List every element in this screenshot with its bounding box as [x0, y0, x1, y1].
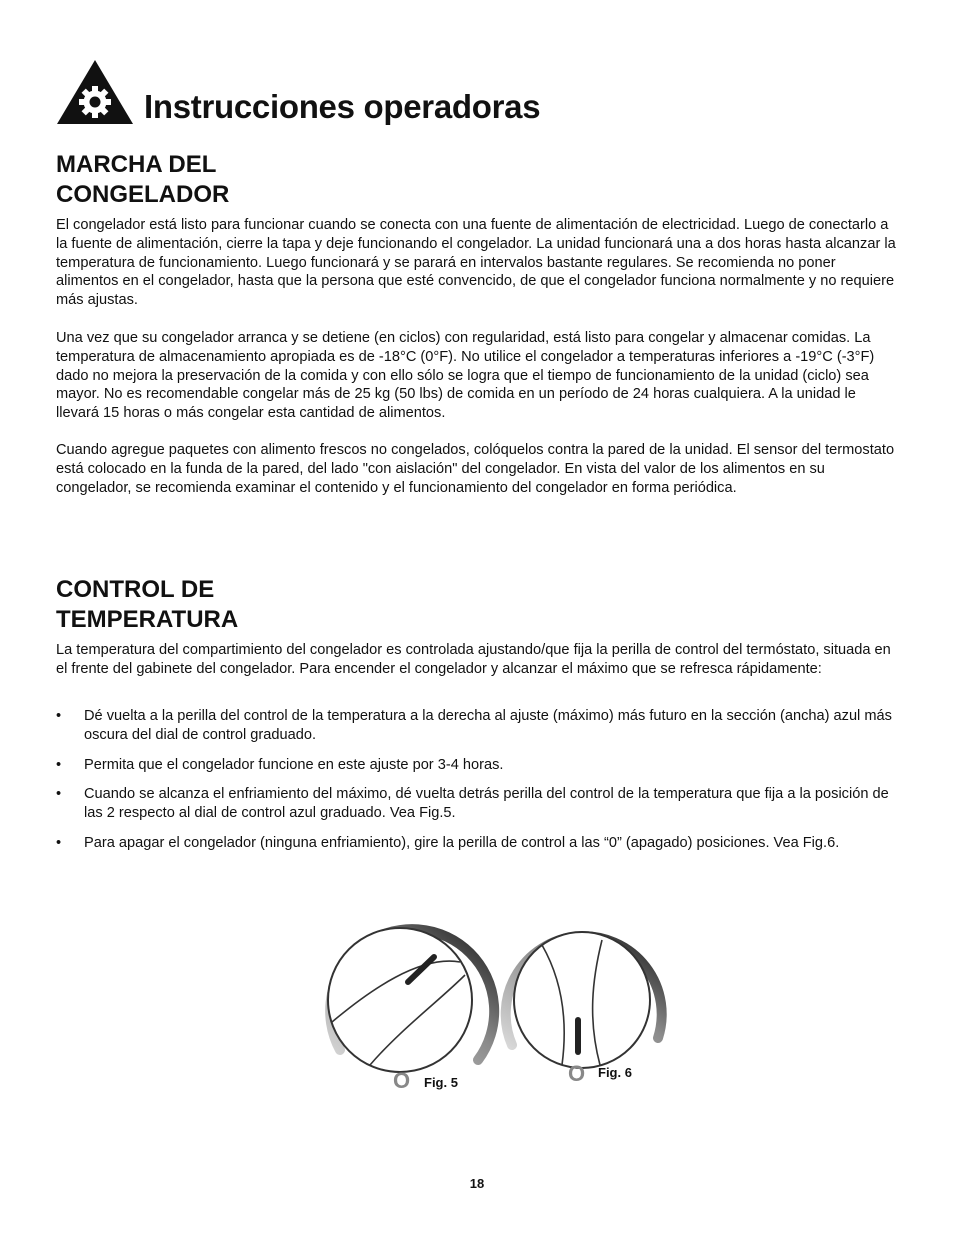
- figure-caption-fig6: Fig. 6: [598, 1065, 632, 1080]
- instruction-list: [56, 707, 901, 864]
- section-heading-marcha: [56, 150, 229, 210]
- dial-figures: [300, 900, 680, 1100]
- heading-line: TEMPERATURA: [56, 606, 239, 633]
- dial-fig5: [328, 928, 494, 1093]
- list-item: [56, 834, 901, 853]
- list-item-text: Para apagar el congelador (ninguna enfriamiento), gire la perilla de control a las “0” (apagado) posiciones. Vea Fig.6.: [84, 834, 840, 851]
- page-title: Instrucciones operadoras: [144, 88, 541, 125]
- bullet-marker: •: [56, 786, 62, 803]
- heading-line: CONGELADOR: [56, 181, 230, 208]
- heading-line: CONTROL DE: [56, 576, 215, 603]
- page-number: 18: [469, 1176, 485, 1191]
- list-item-text: Cuando se alcanza el enfriamiento del máximo, dé vuelta detrás perilla del control de la temperatura que fija a la posición de las 2 respecto al dial de control azul graduado. Vea Fig.5.: [84, 786, 889, 821]
- dial-zero-mark: O: [568, 1061, 586, 1086]
- heading-line: MARCHA DEL: [56, 151, 217, 178]
- bullet-marker: •: [56, 834, 62, 851]
- list-item-text: Dé vuelta a la perilla del control de la temperatura a la derecha al ajuste (máximo) más futuro en la sección (ancha) azul más oscura del dial de control graduado.: [84, 708, 892, 743]
- bullet-marker: •: [56, 756, 62, 773]
- list-item: [56, 707, 901, 745]
- paragraph-marcha-2: Una vez que su congelador arranca y se detiene (en ciclos) con regularidad, está listo para congelar y almacenar comidas. La temperatura de almacenamiento apropiada es de -18°C (0°F). No utilice el congelador a temperaturas inferiores a -19°C (-3°F) dado no mejora la preservación de la comida y con ello sólo se logra que el tiempo de funcionamiento de la unidad (ciclo) sea mayor. No es recomendable congelar más de 25 kg (50 lbs) de comida en un período de 24 horas cualquiera. A la unidad le llevará 15 horas o más congelar esta cantidad de alimentos.: [56, 330, 875, 421]
- warning-gear-icon: [56, 58, 134, 126]
- paragraph-marcha-1: El congelador está listo para funcionar cuando se conecta con una fuente de alimentación de electricidad. Luego de conectarlo a la fuente de alimentación, cierre la tapa y deje funcionando el congelador. La unidad funcionará una a dos horas hasta alcanzar la temperatura de funcionamiento. Luego funcionará y se parará en intervalos bastante regulares. Se recomienda no poner alimentos en el congelador, hasta que la persona que esté convencido, de que el congelador funciona normalmente y no requiere más ajustas.: [56, 217, 896, 308]
- paragraph-marcha-3: Cuando agregue paquetes con alimento frescos no congelados, colóquelos contra la pared de la unidad. El sensor del termostato está colocado en la funda de la pared, del lado "con aislación" del congelador. En vista del valor de los alimentos en su congelador, se recomienda examinar el contenido y el funcionamiento del congelador en forma periódica.: [56, 442, 895, 496]
- section-heading-control: [56, 575, 238, 635]
- list-item: [56, 785, 901, 823]
- paragraph-control-1: La temperatura del compartimiento del congelador es controlada ajustando/que fija la perilla de control del termóstato, situada en el frente del gabinete del congelador. Para encender el congelador y alcanzar el máximo que se refresca rápidamente:: [56, 642, 891, 677]
- bullet-marker: •: [56, 708, 62, 724]
- dial-fig6: [506, 932, 662, 1086]
- list-item-text: Permita que el congelador funcione en este ajuste por 3-4 horas.: [84, 756, 504, 773]
- dial-zero-mark: O: [393, 1068, 411, 1093]
- list-item: [56, 756, 901, 775]
- figure-caption-fig5: Fig. 5: [424, 1075, 458, 1090]
